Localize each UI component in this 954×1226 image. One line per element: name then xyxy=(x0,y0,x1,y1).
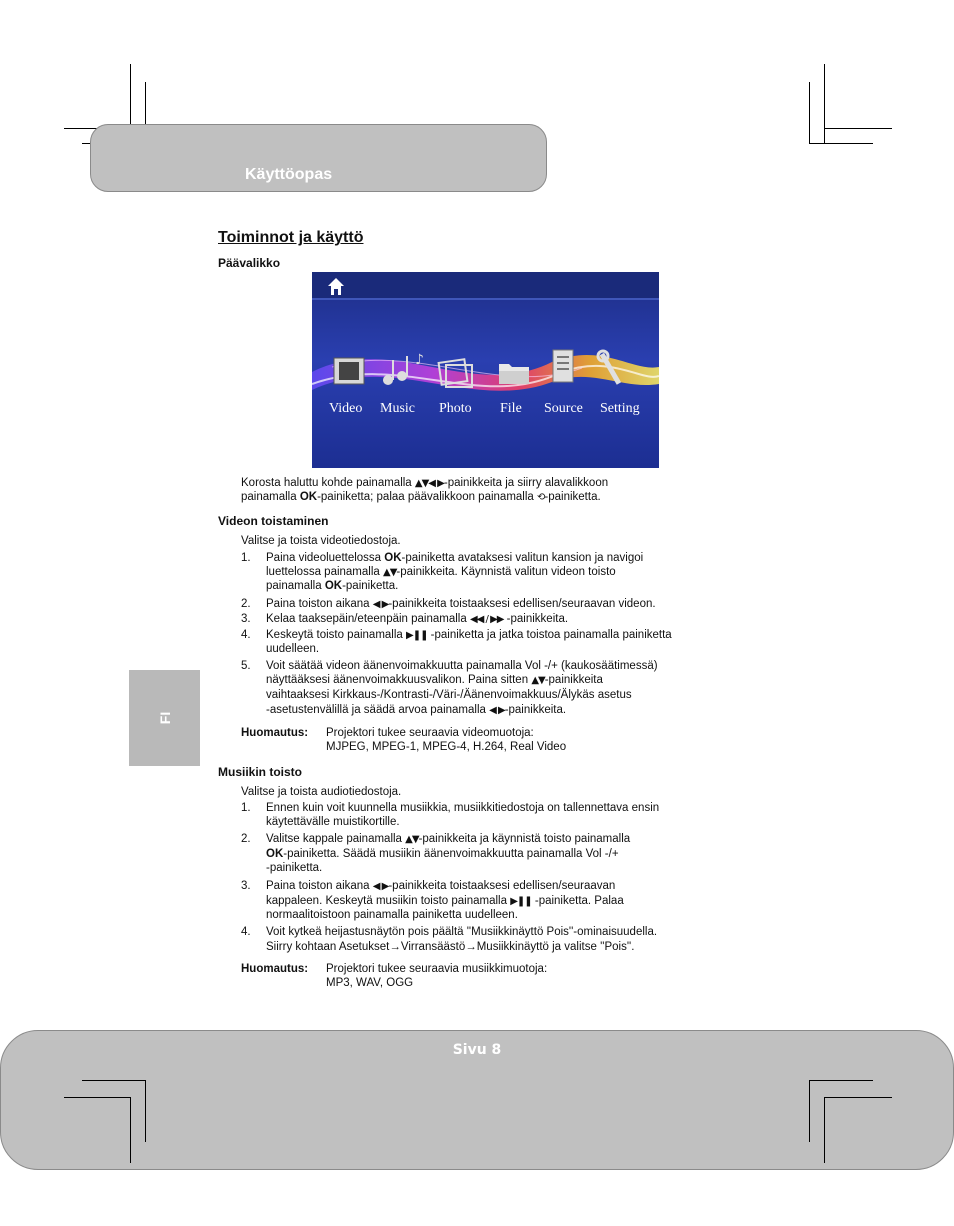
list-item: Keskeytä toisto painamalla ▶❚❚ -painiketta ja jatka toistoa painamalla painiketta xyxy=(266,629,672,641)
list-item: Paina toiston aikana ◀ ▶-painikkeita toistaaksesi edellisen/seuraavan videon. xyxy=(266,598,656,610)
menu-label-file: File xyxy=(500,401,522,416)
crop-mark xyxy=(824,64,825,144)
list-item: Voit kytkeä heijastusnäytön pois päältä ''Musiikkinäyttö Pois''-ominaisuudella. xyxy=(266,926,658,938)
up-down-left-right-icon: ▲▼◀ ▶ xyxy=(414,478,444,489)
menu-label-source: Source xyxy=(544,401,583,416)
list-number: 1. xyxy=(241,802,251,814)
list-item: luettelossa painamalla ▲▼-painikkeita. Käynnistä valitun videon toisto xyxy=(266,566,616,578)
list-number: 4. xyxy=(241,926,251,938)
list-item: kappaleen. Keskeytä musiikin toisto painamalla ▶❚❚ -painiketta. Palaa xyxy=(266,895,624,907)
note-label: Huomautus: xyxy=(241,727,309,739)
main-menu-screenshot xyxy=(312,272,659,468)
video-icon xyxy=(334,358,364,384)
language-side-tab xyxy=(129,670,200,766)
header-title: Käyttöopas xyxy=(245,166,333,183)
list-item: Paina videoluettelossa OK-painiketta avataksesi valitun kansion ja navigoi xyxy=(266,552,644,564)
return-icon: ⟲ xyxy=(537,492,545,503)
list-item: OK-painiketta. Säädä musiikin äänenvoimakkuutta painamalla Vol -/+ xyxy=(266,848,619,860)
play-pause-icon: ▶❚❚ xyxy=(406,630,428,641)
list-item: -painiketta. xyxy=(266,862,323,874)
left-right-icon: ◀ ▶ xyxy=(489,705,505,716)
svg-text:♪: ♪ xyxy=(415,352,424,368)
crop-mark xyxy=(809,1080,873,1081)
menu-screenshot-art xyxy=(312,272,659,468)
list-item: näyttääksesi äänenvoimakkuusvalikon. Paina sitten ▲▼-painikkeita xyxy=(266,674,603,686)
menu-label-setting: Setting xyxy=(600,401,640,416)
play-pause-icon: ▶❚❚ xyxy=(510,896,532,907)
left-right-icon: ◀ ▶ xyxy=(372,599,389,610)
crop-mark xyxy=(809,1080,810,1142)
crop-mark xyxy=(824,1097,825,1163)
main-menu-heading: Päävalikko xyxy=(218,256,281,270)
main-menu-desc-line1: Korosta haluttu kohde painamalla ▲▼◀ ▶-painikkeita ja siirry alavalikkoon xyxy=(241,477,609,489)
list-item: normaalitoistoon painamalla painiketta uudelleen. xyxy=(266,909,518,921)
note-text: MJPEG, MPEG-1, MPEG-4, H.264, Real Video xyxy=(326,741,567,753)
note-text: Projektori tukee seuraavia videomuotoja: xyxy=(326,727,534,739)
list-item: käytettävälle muistikortille. xyxy=(266,816,400,828)
list-number: 2. xyxy=(241,598,251,610)
list-item: vaihtaaksesi Kirkkaus-/Kontrasti-/Väri-/Äänenvoimakkuus/Älykäs asetus xyxy=(266,689,632,701)
left-right-icon: ◀ ▶ xyxy=(372,881,389,892)
list-number: 3. xyxy=(241,880,251,892)
up-down-icon: ▲▼ xyxy=(531,675,545,686)
list-number: 5. xyxy=(241,660,251,672)
crop-mark xyxy=(145,1080,146,1142)
note-label: Huomautus: xyxy=(241,963,309,975)
list-item: Kelaa taaksepäin/eteenpäin painamalla ◀◀ / ▶▶ -painikkeita. xyxy=(266,613,569,625)
menu-label-photo: Photo xyxy=(439,401,472,416)
list-number: 4. xyxy=(241,629,251,641)
list-item: uudelleen. xyxy=(266,643,320,655)
crop-mark xyxy=(824,1097,892,1098)
crop-mark xyxy=(824,128,892,129)
source-icon xyxy=(553,350,573,382)
menu-label-music: Music xyxy=(380,401,415,416)
video-heading: Videon toistaminen xyxy=(218,514,329,528)
main-menu-desc-line2: painamalla OK-painiketta; palaa päävalikkoon painamalla ⟲-painiketta. xyxy=(241,491,601,503)
list-item: Ennen kuin voit kuunnella musiikkia, musiikkitiedostoja on tallennettava ensin xyxy=(266,802,660,814)
rewind-forward-icon: ◀◀ / ▶▶ xyxy=(469,614,504,625)
list-number: 1. xyxy=(241,552,251,564)
list-item: Voit säätää videon äänenvoimakkuutta painamalla Vol -/+ (kaukosäätimessä) xyxy=(266,660,658,672)
note-text: Projektori tukee seuraavia musiikkimuotoja: xyxy=(326,963,548,975)
language-label: FI xyxy=(157,711,173,725)
list-item: Paina toiston aikana ◀ ▶-painikkeita toistaaksesi edellisen/seuraavan xyxy=(266,880,616,892)
up-down-icon: ▲▼ xyxy=(405,834,419,845)
list-number: 2. xyxy=(241,833,251,845)
list-item: Valitse kappale painamalla ▲▼-painikkeita ja käynnistä toisto painamalla xyxy=(266,833,631,845)
list-number: 3. xyxy=(241,613,251,625)
section-title: Toiminnot ja käyttö xyxy=(218,229,364,246)
crop-mark xyxy=(64,1097,130,1098)
folder-icon xyxy=(499,364,529,384)
crop-mark xyxy=(809,82,810,144)
crop-mark xyxy=(809,143,873,144)
music-heading: Musiikin toisto xyxy=(218,765,302,779)
up-down-icon: ▲▼ xyxy=(383,567,397,578)
list-item: painamalla OK-painiketta. xyxy=(266,580,399,592)
crop-mark xyxy=(82,1080,146,1081)
list-item: Siirry kohtaan Asetukset→Virransäästö→Musiikkinäyttö ja valitse ''Pois''. xyxy=(266,941,635,953)
crop-mark xyxy=(130,1097,131,1163)
menu-label-video: Video xyxy=(329,401,363,416)
page-number: Sivu 8 xyxy=(452,1042,502,1058)
music-intro: Valitse ja toista audiotiedostoja. xyxy=(241,786,402,798)
video-intro: Valitse ja toista videotiedostoja. xyxy=(241,535,401,547)
note-text: MP3, WAV, OGG xyxy=(326,977,414,989)
list-item: -asetustenvälillä ja säädä arvoa painamalla ◀ ▶-painikkeita. xyxy=(266,704,567,716)
